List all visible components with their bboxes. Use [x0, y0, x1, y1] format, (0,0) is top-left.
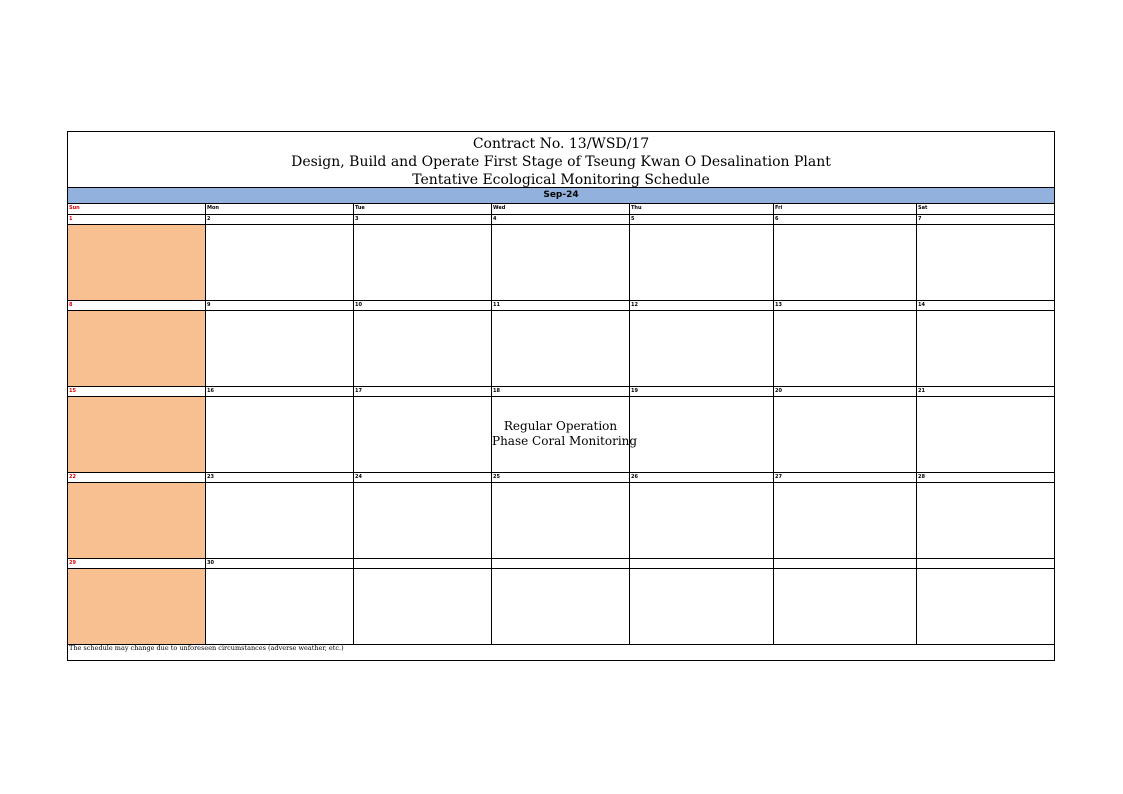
day-body-cell [774, 397, 917, 473]
date-number: 10 [355, 302, 362, 308]
date-label-cell [630, 301, 774, 311]
month-label: Sep-24 [543, 190, 579, 200]
date-label-cell [917, 215, 1054, 225]
date-label-cell [206, 559, 354, 569]
date-number: 4 [493, 216, 497, 222]
date-number: 20 [775, 388, 782, 394]
date-number: 6 [775, 216, 779, 222]
date-label-cell [206, 301, 354, 311]
day-body-cell [774, 311, 917, 387]
day-body-cell [492, 397, 638, 473]
day-body-cell [492, 225, 630, 301]
day-name-label: Mon [207, 205, 219, 211]
day-body-cell [630, 225, 774, 301]
contract-number: Contract No. 13/WSD/17 [472, 136, 650, 152]
date-label-cell [68, 559, 206, 569]
date-number: 16 [207, 388, 214, 394]
date-label-cell [354, 559, 492, 569]
date-label-cell [206, 387, 354, 397]
day-body-cell [492, 483, 630, 559]
day-name-label: Tue [355, 205, 365, 211]
schedule-header [68, 132, 1054, 188]
date-number: 14 [918, 302, 925, 308]
date-number: 22 [69, 474, 76, 480]
day-body-cell [354, 569, 492, 645]
date-number: 7 [918, 216, 922, 222]
day-body-cell [917, 225, 1054, 301]
day-header-1 [206, 204, 354, 215]
date-number: 9 [207, 302, 211, 308]
day-name-label: Fri [775, 205, 783, 211]
date-number: 28 [918, 474, 925, 480]
day-body-cell [68, 225, 206, 301]
date-number: 25 [493, 474, 500, 480]
date-label-cell [68, 215, 206, 225]
day-body-cell [917, 311, 1054, 387]
day-body-cell [917, 483, 1054, 559]
date-number: 15 [69, 388, 76, 394]
date-label-cell [354, 387, 492, 397]
day-name-label: Sat [918, 205, 928, 211]
date-label-cell [206, 473, 354, 483]
day-body-cell [774, 225, 917, 301]
day-header-6 [917, 204, 1054, 215]
day-body-cell [354, 483, 492, 559]
date-label-cell [354, 301, 492, 311]
date-number: 29 [69, 560, 76, 566]
date-label-cell [774, 387, 917, 397]
date-number: 23 [207, 474, 214, 480]
day-body-cell [206, 397, 354, 473]
contract-title: Design, Build and Operate First Stage of Tseung Kwan O Desalination Plant [291, 154, 831, 170]
date-label-cell [917, 301, 1054, 311]
date-label-cell [774, 215, 917, 225]
date-number: 19 [631, 388, 638, 394]
day-body-cell [68, 483, 206, 559]
date-label-cell [774, 301, 917, 311]
day-body-cell [206, 311, 354, 387]
day-body-cell [354, 311, 492, 387]
date-number: 21 [918, 388, 925, 394]
date-number: 8 [69, 302, 73, 308]
day-body-cell [68, 311, 206, 387]
monitoring-event [492, 419, 638, 449]
day-header-2 [354, 204, 492, 215]
day-name-label: Sun [69, 205, 80, 211]
date-label-cell [68, 387, 206, 397]
date-number: 2 [207, 216, 211, 222]
date-label-cell [630, 387, 774, 397]
date-label-cell [492, 387, 630, 397]
day-header-0 [68, 204, 206, 215]
footer-note: The schedule may change due to unforeseen circumstances (adverse weather, etc.) [69, 644, 344, 652]
date-label-cell [917, 559, 1054, 569]
date-number: 11 [493, 302, 500, 308]
day-body-cell [206, 569, 354, 645]
month-bar [68, 188, 1054, 204]
day-body-cell [492, 311, 630, 387]
day-body-cell [630, 311, 774, 387]
day-body-cell [774, 483, 917, 559]
day-body-cell [630, 483, 774, 559]
date-label-cell [492, 559, 630, 569]
date-label-cell [630, 473, 774, 483]
date-label-cell [68, 473, 206, 483]
date-label-cell [917, 473, 1054, 483]
day-body-cell [774, 569, 917, 645]
event-line-1: Regular Operation [503, 419, 618, 433]
day-header-4 [630, 204, 774, 215]
date-label-cell [206, 215, 354, 225]
event-line-2: Phase Coral Monitoring [492, 434, 638, 448]
day-name-label: Wed [493, 205, 506, 211]
date-label-cell [630, 559, 774, 569]
date-number: 18 [493, 388, 500, 394]
date-number: 30 [207, 560, 214, 566]
date-label-cell [492, 301, 630, 311]
day-body-cell [206, 225, 354, 301]
date-number: 17 [355, 388, 362, 394]
date-label-cell [917, 387, 1054, 397]
date-number: 27 [775, 474, 782, 480]
day-body-cell [917, 397, 1054, 473]
date-number: 26 [631, 474, 638, 480]
day-body-cell [630, 569, 774, 645]
date-number: 1 [69, 216, 73, 222]
day-body-cell [68, 397, 206, 473]
calendar-sheet [67, 131, 1055, 661]
day-body-cell [354, 225, 492, 301]
date-number: 13 [775, 302, 782, 308]
schedule-title: Tentative Ecological Monitoring Schedule [412, 172, 710, 188]
day-body-cell [630, 397, 774, 473]
date-label-cell [354, 473, 492, 483]
date-label-cell [492, 473, 630, 483]
date-number: 24 [355, 474, 362, 480]
date-label-cell [774, 559, 917, 569]
date-label-cell [68, 301, 206, 311]
day-body-cell [68, 569, 206, 645]
day-body-cell [492, 569, 630, 645]
day-body-cell [206, 483, 354, 559]
date-number: 3 [355, 216, 359, 222]
day-name-label: Thu [631, 205, 642, 211]
date-label-cell [630, 215, 774, 225]
day-body-cell [917, 569, 1054, 645]
date-label-cell [354, 215, 492, 225]
date-label-cell [492, 215, 630, 225]
day-body-cell [354, 397, 492, 473]
date-number: 5 [631, 216, 635, 222]
day-header-5 [774, 204, 917, 215]
day-header-3 [492, 204, 630, 215]
date-label-cell [774, 473, 917, 483]
date-number: 12 [631, 302, 638, 308]
